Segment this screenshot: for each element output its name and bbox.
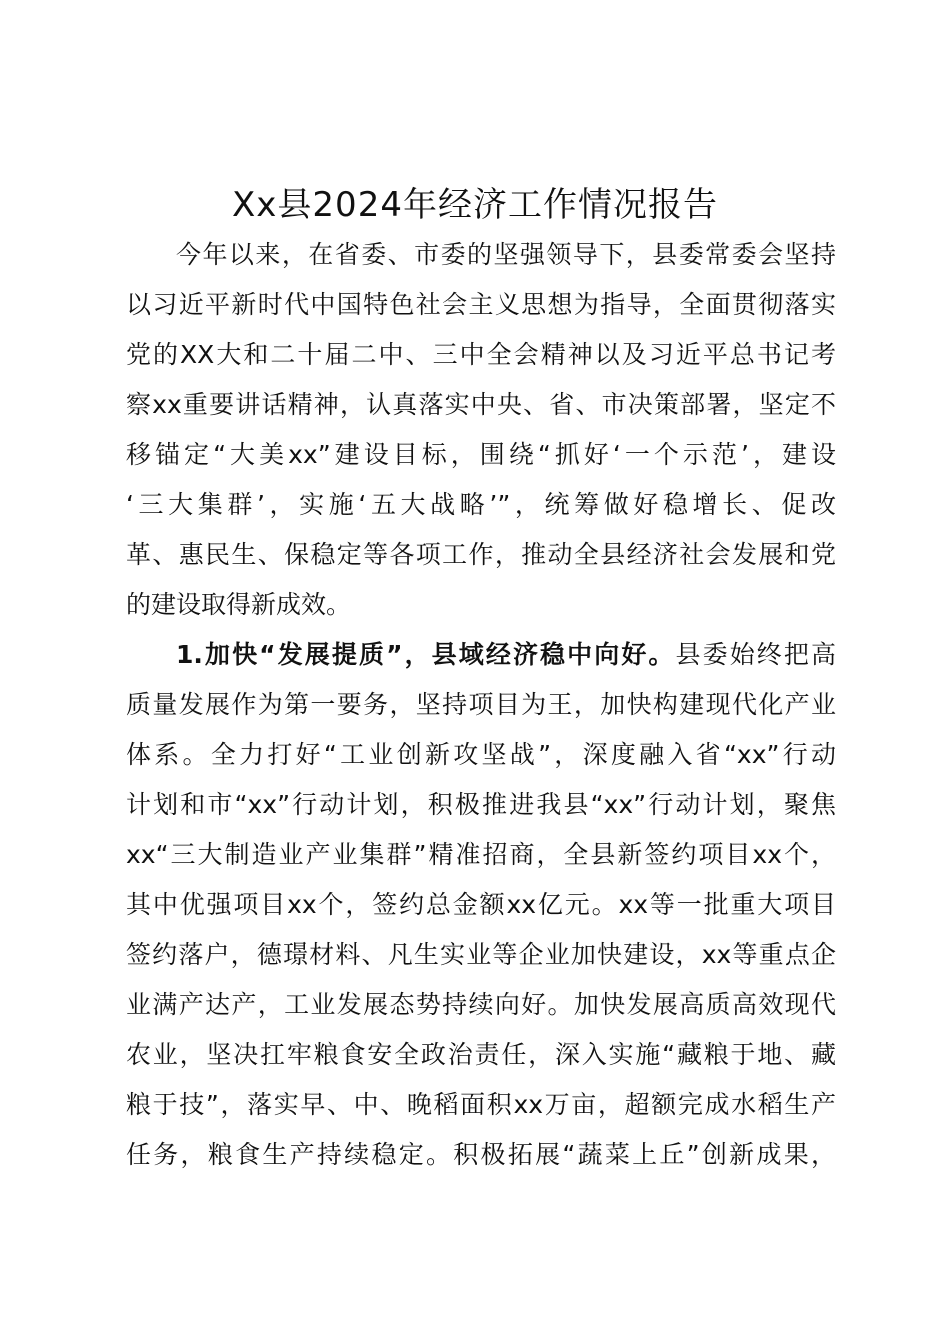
paragraph-line: 粮于技”，落实早、中、晚稻面积xx万亩，超额完成水稻生产 [126,1090,836,1119]
paragraph-line: 农业，坚决扛牢粮食安全政治责任，深入实施“藏粮于地、藏 [126,1040,836,1069]
paragraph-line: 任务，粮食生产持续稳定。积极拓展“蔬菜上丘”创新成果， [126,1140,836,1169]
section-heading-continuation: 县委始终把高 [675,640,836,669]
paragraph-line: 革、惠民生、保稳定等各项工作，推动全县经济社会发展和党 [126,540,836,569]
paragraph-line: 体系。全力打好“工业创新攻坚战”，深度融入省“xx”行动 [126,740,836,769]
paragraph-line: 察xx重要讲话精神，认真落实中央、省、市决策部署，坚定不 [126,390,836,419]
paragraph-line: 以习近平新时代中国特色社会主义思想为指导，全面贯彻落实 [126,290,836,319]
paragraph-line: ‘三大集群’，实施‘五大战略’”，统筹做好稳增长、促改 [126,490,836,519]
document-title: Xx县2024年经济工作情况报告 [232,185,718,225]
paragraph-line: xx“三大制造业产业集群”精准招商，全县新签约项目xx个， [126,840,836,869]
paragraph-line: 质量发展作为第一要务，坚持项目为王，加快构建现代化产业 [126,690,836,719]
paragraph-line: 计划和市“xx”行动计划，积极推进我县“xx”行动计划，聚焦 [126,790,836,819]
paragraph-line: 今年以来，在省委、市委的坚强领导下，县委常委会坚持 [176,240,836,269]
paragraph-line: 党的XX大和二十届二中、三中全会精神以及习近平总书记考 [126,340,836,369]
paragraph-line: 业满产达产，工业发展态势持续向好。加快发展高质高效现代 [126,990,836,1019]
section-heading-line [126,630,836,680]
section-heading: 1.加快“发展提质”，县域经济稳中向好。 [176,640,676,669]
intro-paragraph [126,230,836,630]
section-1-paragraph [126,630,836,1180]
paragraph-line: 的建设取得新成效。 [126,590,352,619]
paragraph-line: 其中优强项目xx个，签约总金额xx亿元。xx等一批重大项目 [126,890,836,919]
paragraph-line: 移锚定“大美xx”建设目标，围绕“抓好‘一个示范’，建设 [126,440,836,469]
paragraph-line: 签约落户，德璟材料、凡生实业等企业加快建设，xx等重点企 [126,940,836,969]
